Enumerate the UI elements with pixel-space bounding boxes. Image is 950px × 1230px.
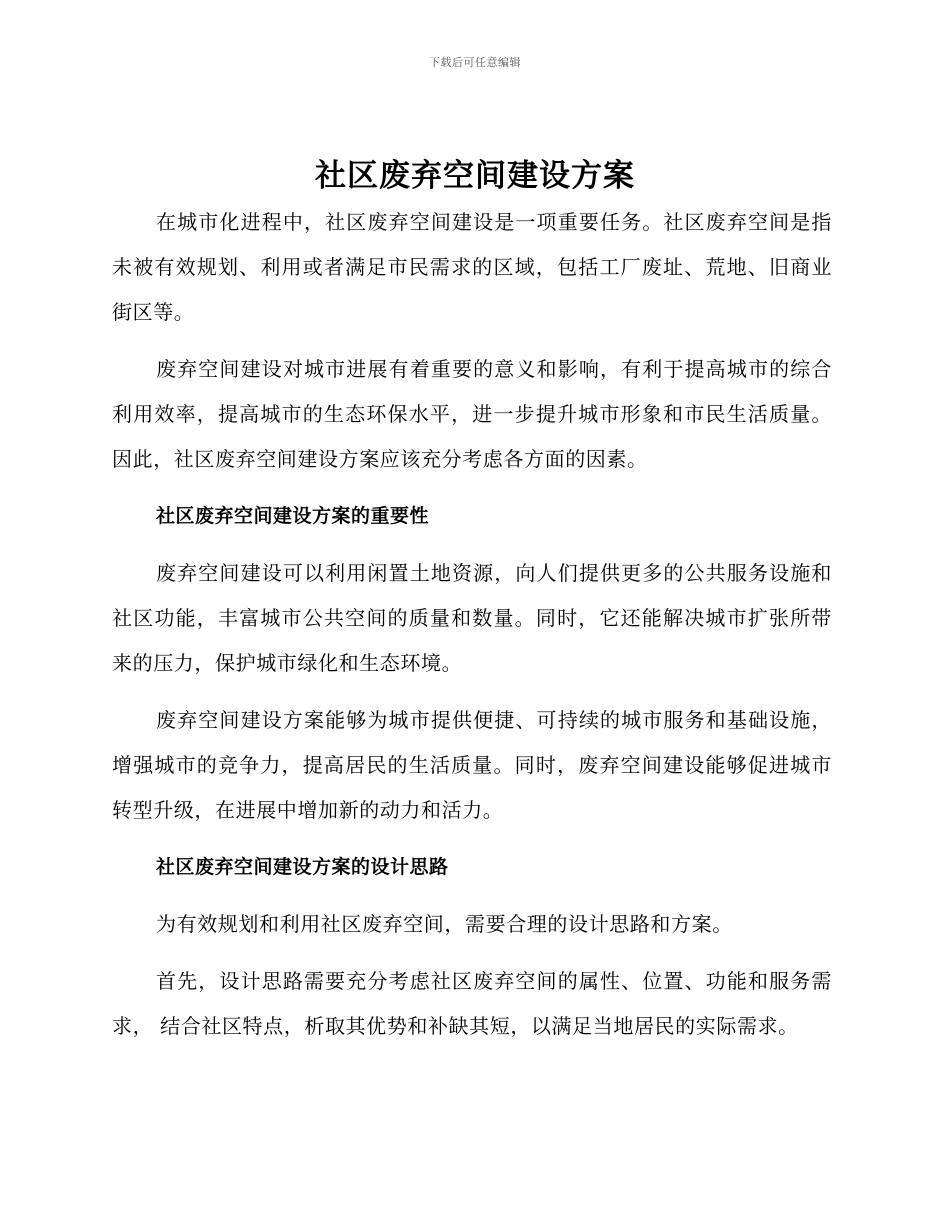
paragraph-design-1: 为有效规划和利用社区废弃空间，需要合理的设计思路和方案。 (156, 912, 733, 936)
section-heading-design: 社区废弃空间建设方案的设计思路 (156, 856, 449, 878)
document-body (112, 200, 832, 1061)
paragraph-importance-2: 废弃空间建设方案能够为城市提供便捷、可持续的城市服务和基础设施，增强城市的竞争力，提高居民的生活质量。同时，废弃空间建设能够促进城市转型升级，在进展中增加新的动力和活力。 (112, 708, 832, 822)
section-heading-importance: 社区废弃空间建设方案的重要性 (156, 505, 430, 527)
header-note: 下载后可任意编辑 (429, 56, 521, 69)
paragraph-significance: 废弃空间建设对城市进展有着重要的意义和影响，有利于提高城市的综合利用效率，提高城市的生态环保水平，进一步提升城市形象和市民生活质量。因此，社区废弃空间建设方案应该充分考虑各方面的因素。 (112, 357, 832, 471)
paragraph-design-2: 首先，设计思路需要充分考虑社区废弃空间的属性、位置、功能和服务需求， 结合社区特点，析取其优势和补缺其短，以满足当地居民的实际需求。 (112, 969, 832, 1038)
document-title: 社区废弃空间建设方案 (315, 158, 635, 194)
paragraph-importance-1: 废弃空间建设可以利用闲置土地资源，向人们提供更多的公共服务设施和社区功能，丰富城市公共空间的质量和数量。同时，它还能解决城市扩张所带来的压力，保护城市绿化和生态环境。 (112, 561, 832, 675)
paragraph-intro: 在城市化进程中，社区废弃空间建设是一项重要任务。社区废弃空间是指未被有效规划、利用或者满足市民需求的区域，包括工厂废址、荒地、旧商业街区等。 (112, 210, 832, 324)
